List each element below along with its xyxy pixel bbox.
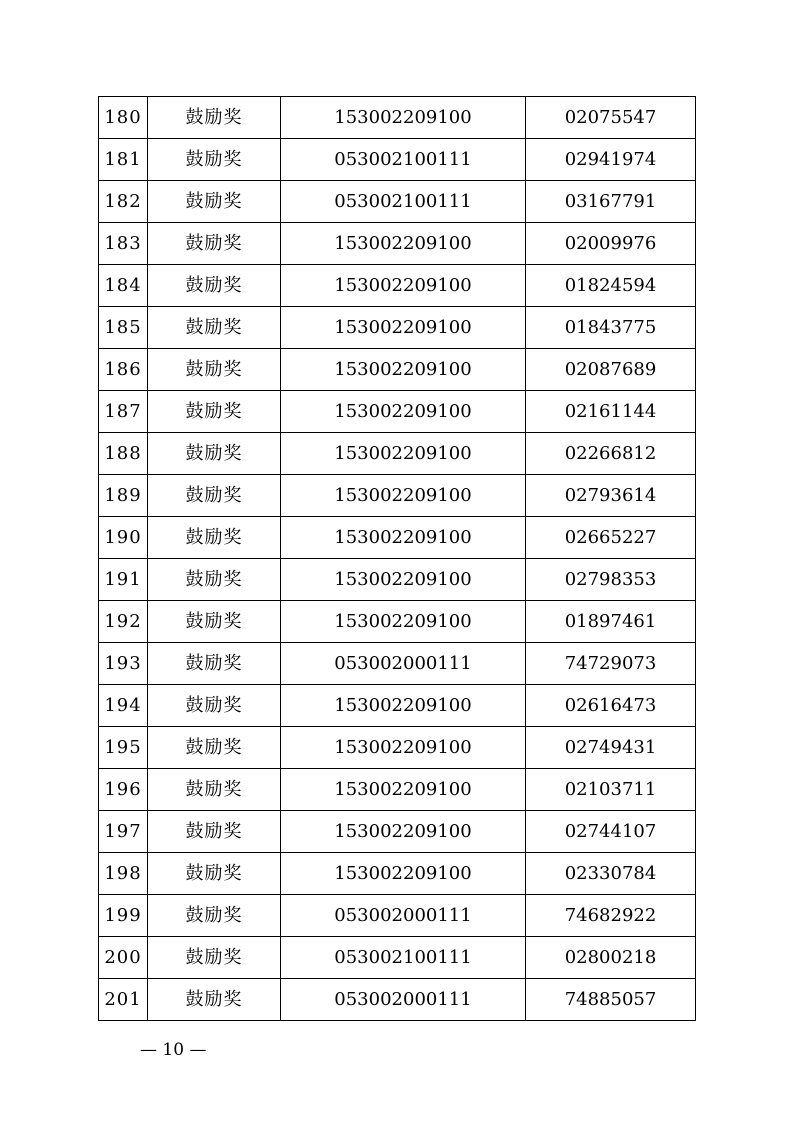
table-row: [99, 97, 696, 139]
id-number-cell: 02103711: [526, 769, 696, 811]
code-cell: 153002209100: [281, 559, 526, 601]
row-number-cell: 182: [99, 181, 148, 223]
row-number-cell: 191: [99, 559, 148, 601]
id-number-cell: 02749431: [526, 727, 696, 769]
table-row: [99, 853, 696, 895]
id-number-cell: 02798353: [526, 559, 696, 601]
table-row: [99, 643, 696, 685]
code-cell: 153002209100: [281, 769, 526, 811]
table-row: [99, 433, 696, 475]
award-level-cell: 鼓励奖: [148, 181, 281, 223]
table-row: [99, 181, 696, 223]
award-level-cell: 鼓励奖: [148, 685, 281, 727]
id-number-cell: 74885057: [526, 979, 696, 1021]
award-level-cell: 鼓励奖: [148, 307, 281, 349]
row-number-cell: 190: [99, 517, 148, 559]
code-cell: 153002209100: [281, 391, 526, 433]
row-number-cell: 187: [99, 391, 148, 433]
award-level-cell: 鼓励奖: [148, 433, 281, 475]
award-level-cell: 鼓励奖: [148, 349, 281, 391]
code-cell: 153002209100: [281, 265, 526, 307]
code-cell: 053002100111: [281, 181, 526, 223]
award-level-cell: 鼓励奖: [148, 811, 281, 853]
id-number-cell: 02800218: [526, 937, 696, 979]
id-number-cell: 74729073: [526, 643, 696, 685]
id-number-cell: 02665227: [526, 517, 696, 559]
code-cell: 053002100111: [281, 937, 526, 979]
code-cell: 153002209100: [281, 811, 526, 853]
award-level-cell: 鼓励奖: [148, 979, 281, 1021]
row-number-cell: 198: [99, 853, 148, 895]
id-number-cell: 01897461: [526, 601, 696, 643]
code-cell: 153002209100: [281, 853, 526, 895]
row-number-cell: 197: [99, 811, 148, 853]
award-level-cell: 鼓励奖: [148, 601, 281, 643]
table-row: [99, 979, 696, 1021]
code-cell: 153002209100: [281, 349, 526, 391]
code-cell: 153002209100: [281, 517, 526, 559]
table-row: [99, 223, 696, 265]
row-number-cell: 199: [99, 895, 148, 937]
code-cell: 053002100111: [281, 139, 526, 181]
award-level-cell: 鼓励奖: [148, 139, 281, 181]
code-cell: 153002209100: [281, 475, 526, 517]
row-number-cell: 200: [99, 937, 148, 979]
table-row: [99, 601, 696, 643]
id-number-cell: 01843775: [526, 307, 696, 349]
table-row: [99, 475, 696, 517]
id-number-cell: 02161144: [526, 391, 696, 433]
row-number-cell: 180: [99, 97, 148, 139]
code-cell: 153002209100: [281, 601, 526, 643]
award-level-cell: 鼓励奖: [148, 265, 281, 307]
row-number-cell: 194: [99, 685, 148, 727]
award-level-cell: 鼓励奖: [148, 937, 281, 979]
table-row: [99, 517, 696, 559]
award-level-cell: 鼓励奖: [148, 223, 281, 265]
row-number-cell: 193: [99, 643, 148, 685]
id-number-cell: 02793614: [526, 475, 696, 517]
table-row: [99, 685, 696, 727]
award-level-cell: 鼓励奖: [148, 643, 281, 685]
row-number-cell: 189: [99, 475, 148, 517]
award-level-cell: 鼓励奖: [148, 727, 281, 769]
id-number-cell: 02330784: [526, 853, 696, 895]
table-row: [99, 769, 696, 811]
award-list-body: [99, 97, 696, 1021]
code-cell: 053002000111: [281, 979, 526, 1021]
table-row: [99, 349, 696, 391]
award-level-cell: 鼓励奖: [148, 475, 281, 517]
award-level-cell: 鼓励奖: [148, 391, 281, 433]
page-number: — 10 —: [140, 1040, 207, 1060]
row-number-cell: 201: [99, 979, 148, 1021]
table-row: [99, 307, 696, 349]
code-cell: 053002000111: [281, 895, 526, 937]
row-number-cell: 192: [99, 601, 148, 643]
table-row: [99, 265, 696, 307]
table-row: [99, 895, 696, 937]
id-number-cell: 02744107: [526, 811, 696, 853]
table-row: [99, 811, 696, 853]
row-number-cell: 185: [99, 307, 148, 349]
id-number-cell: 03167791: [526, 181, 696, 223]
award-list-table: [98, 96, 696, 1021]
id-number-cell: 01824594: [526, 265, 696, 307]
id-number-cell: 02616473: [526, 685, 696, 727]
id-number-cell: 02087689: [526, 349, 696, 391]
award-level-cell: 鼓励奖: [148, 853, 281, 895]
code-cell: 153002209100: [281, 307, 526, 349]
table-row: [99, 139, 696, 181]
id-number-cell: 02009976: [526, 223, 696, 265]
row-number-cell: 188: [99, 433, 148, 475]
table-row: [99, 937, 696, 979]
id-number-cell: 02941974: [526, 139, 696, 181]
table-row: [99, 391, 696, 433]
row-number-cell: 184: [99, 265, 148, 307]
table-row: [99, 727, 696, 769]
award-level-cell: 鼓励奖: [148, 97, 281, 139]
row-number-cell: 196: [99, 769, 148, 811]
id-number-cell: 74682922: [526, 895, 696, 937]
award-level-cell: 鼓励奖: [148, 895, 281, 937]
code-cell: 153002209100: [281, 223, 526, 265]
code-cell: 053002000111: [281, 643, 526, 685]
row-number-cell: 183: [99, 223, 148, 265]
row-number-cell: 181: [99, 139, 148, 181]
award-level-cell: 鼓励奖: [148, 769, 281, 811]
id-number-cell: 02266812: [526, 433, 696, 475]
row-number-cell: 186: [99, 349, 148, 391]
row-number-cell: 195: [99, 727, 148, 769]
code-cell: 153002209100: [281, 727, 526, 769]
code-cell: 153002209100: [281, 685, 526, 727]
table-row: [99, 559, 696, 601]
code-cell: 153002209100: [281, 97, 526, 139]
code-cell: 153002209100: [281, 433, 526, 475]
award-level-cell: 鼓励奖: [148, 517, 281, 559]
award-level-cell: 鼓励奖: [148, 559, 281, 601]
id-number-cell: 02075547: [526, 97, 696, 139]
